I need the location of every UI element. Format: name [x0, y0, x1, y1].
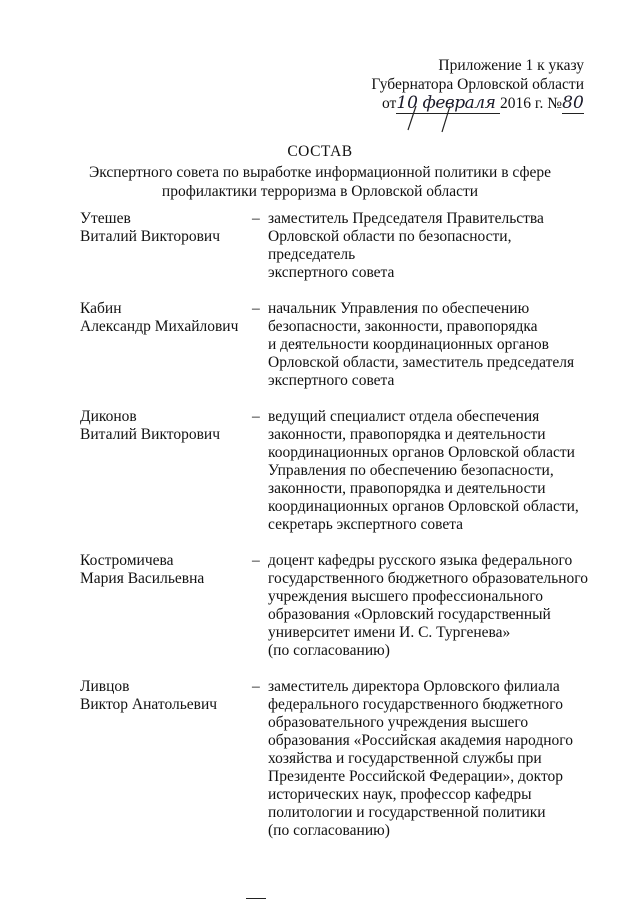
role-line: Орловской области, заместитель председателя — [268, 354, 575, 371]
date-prefix: от — [382, 95, 397, 112]
role-line: законности, правопорядка и деятельности — [268, 480, 546, 497]
document-title — [60, 142, 580, 201]
role-line: Президенте Российской Федерации», доктор — [268, 768, 564, 785]
member-given-name: Виктор Анатольевич — [80, 696, 218, 713]
member-dash: – — [252, 552, 260, 569]
title-line-2: профилактики терроризма в Орловской области — [161, 183, 479, 200]
role-line: секретарь экспертного совета — [268, 516, 464, 533]
role-line: учреждения высшего профессионального — [268, 588, 544, 605]
member-role — [268, 210, 600, 282]
role-line: экспертного совета — [268, 264, 395, 281]
member-role — [268, 300, 600, 390]
role-line: образования «Российская академия народного — [268, 732, 573, 749]
role-line: ведущий специалист отдела обеспечения — [268, 408, 540, 425]
member-role — [268, 408, 600, 534]
role-line: (по согласованию) — [268, 822, 390, 839]
role-line: заместитель директора Орловского филиала — [268, 678, 560, 695]
role-line: политологии и государственной политики — [268, 804, 546, 821]
page-footer-mark — [246, 898, 266, 899]
member-name — [80, 408, 252, 534]
member-given-name: Александр Михайлович — [80, 318, 239, 335]
member-given-name: Мария Васильевна — [80, 570, 205, 587]
role-line: и деятельности координационных органов — [268, 336, 549, 353]
member-role — [268, 552, 600, 660]
role-line: координационных органов Орловской области — [268, 444, 575, 461]
role-line: доцент кафедры русского языка федерального — [268, 552, 573, 569]
member-surname: Утешев — [80, 210, 131, 227]
member-given-name: Виталий Викторович — [80, 228, 220, 245]
role-line: (по согласованию) — [268, 642, 390, 659]
member-name — [80, 552, 252, 660]
member-entry — [80, 210, 600, 282]
member-surname: Костромичева — [80, 552, 174, 569]
member-role — [268, 678, 600, 840]
handwritten-number: 80 — [562, 93, 584, 113]
members-list — [80, 210, 600, 858]
member-dash: – — [252, 408, 260, 425]
member-dash: – — [252, 210, 260, 227]
member-entry — [80, 408, 600, 534]
role-line: Управления по обеспечению безопасности, — [268, 462, 554, 479]
member-entry — [80, 678, 600, 840]
member-name — [80, 300, 252, 390]
role-line: хозяйства и государственной службы при — [268, 750, 542, 767]
role-line: Орловской области по безопасности, председатель — [268, 228, 512, 263]
title-line-1: Экспертного совета по выработке информационной политики в сфере — [88, 164, 552, 181]
member-given-name: Виталий Викторович — [80, 426, 220, 443]
appendix-line-1: Приложение 1 к указу — [438, 57, 584, 74]
role-line: образования «Орловский государственный — [268, 606, 551, 623]
appendix-line-2: Губернатора Орловской области — [371, 76, 584, 93]
title-heading: СОСТАВ — [287, 143, 353, 160]
role-line: университет имени И. С. Тургенева» — [268, 624, 511, 641]
member-entry — [80, 300, 600, 390]
role-line: заместитель Председателя Правительства — [268, 210, 544, 227]
handwritten-day: 10 — [396, 93, 418, 113]
member-entry — [80, 552, 600, 660]
handwritten-month: февраля — [418, 94, 500, 114]
member-dash: – — [252, 300, 260, 317]
role-line: безопасности, законности, правопорядка — [268, 318, 538, 335]
role-line: законности, правопорядка и деятельности — [268, 426, 546, 443]
role-line: образовательного учреждения высшего — [268, 714, 529, 731]
role-line: исторических наук, профессор кафедры — [268, 786, 532, 803]
member-surname: Ливцов — [80, 678, 130, 695]
role-line: федерального государственного бюджетного — [268, 696, 563, 713]
role-line: государственного бюджетного образовательного — [268, 570, 588, 587]
year-and-number-label: 2016 г. № — [499, 95, 562, 112]
member-name — [80, 678, 252, 840]
member-surname: Кабин — [80, 300, 122, 317]
member-name — [80, 210, 252, 282]
role-line: начальник Управления по обеспечению — [268, 300, 530, 317]
member-surname: Диконов — [80, 408, 137, 425]
handwritten-strokes — [402, 104, 462, 134]
member-dash: – — [252, 678, 260, 695]
role-line: координационных органов Орловской области, — [268, 498, 579, 515]
role-line: экспертного совета — [268, 372, 395, 389]
